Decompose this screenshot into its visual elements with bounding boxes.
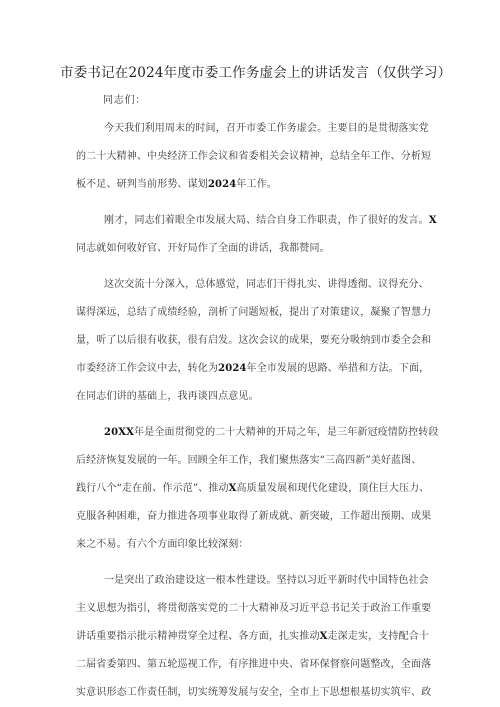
- paragraph-line: 这次交流十分深入，总体感觉，同志们干得扎实、讲得透彻、议得充分、: [104, 279, 429, 290]
- paragraph-line: 谋得深远，总结了成绩经验，剖析了问题短板，提出了对策建议，凝聚了智慧力: [76, 307, 432, 318]
- paragraph-line: 量，听了以后很有收获，很有启发。这次会议的成果，要充分吸纳到市委全会和: [76, 335, 432, 346]
- paragraph-line: 的二十大精神、中央经济工作会议和省委相关会议精神，总结全年工作、分析短: [76, 151, 432, 162]
- page-title: 市委书记在2024年度市委工作务虚会上的讲话发言（仅供学习）: [60, 65, 452, 81]
- paragraph-line: 在同志们讲的基础上，我再谈四点意见。: [76, 391, 259, 402]
- paragraph-line: 主义思想为指引，将贯彻落实党的二十大精神及习近平总书记关于政治工作重要: [76, 603, 432, 614]
- paragraph-line: 板不足、研判当前形势、谋划2024年工作。: [76, 179, 277, 190]
- paragraph-line: 二届省委第四、第五轮巡视工作，有序推进中央、省环保督察问题整改，全面落: [76, 659, 432, 670]
- paragraph-line: 一是突出了政治建设这一根本性建设。坚持以习近平新时代中国特色社会: [104, 575, 429, 586]
- salutation: 同志们：: [103, 95, 147, 106]
- paragraph-line: 实意识形态工作责任制，切实统筹发展与安全，全市上下思想根基切实筑牢、政: [76, 687, 432, 698]
- paragraph-line: 讲话重要指示批示精神贯穿全过程、各方面，扎实推动X走深走实，支持配合十: [76, 631, 430, 642]
- paragraph-line: 20XX年是全面贯彻党的二十大精神的开局之年，是三年新冠疫情防控转段: [104, 427, 439, 438]
- paragraph-line: 践行八个“走在前、作示范”、推动X高质量发展和现代化建设，顶住巨大压力、: [76, 483, 430, 494]
- paragraph-line: 来之不易。有六个方面印象比较深刻：: [76, 539, 249, 550]
- paragraph-line: 同志就如何收好官、开好局作了全面的讲话，我都赞同。: [76, 243, 330, 254]
- paragraph-line: 今天我们利用周末的时间，召开市委工作务虚会。主要目的是贯彻落实党: [104, 123, 429, 134]
- paragraph-line: 克服各种困难，奋力推进各项事业取得了新成就、新突破，工作超出预期、成果: [76, 511, 432, 522]
- paragraph-line: 刚才，同志们着眼全市发展大局、结合自身工作职责，作了很好的发言。X: [104, 215, 437, 226]
- paragraph-line: 市委经济工作会议中去，转化为2024年全市发展的思路、举措和方法。下面，: [76, 363, 430, 374]
- paragraph-line: 后经济恢复发展的一年。回顾全年工作，我们聚焦落实“三高四新”美好蓝图、: [76, 455, 422, 466]
